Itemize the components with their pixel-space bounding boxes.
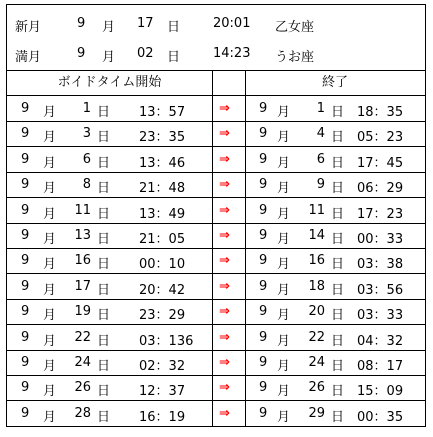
- start-day-unit: 日: [97, 410, 111, 425]
- new-moon-sign: 乙女座: [275, 20, 315, 35]
- end-day-unit: 日: [331, 359, 345, 374]
- arrow-icon: ⇒: [219, 253, 230, 268]
- end-day-unit: 日: [331, 105, 345, 120]
- start-month-unit: 月: [43, 384, 57, 399]
- start-month-unit: 月: [43, 410, 57, 425]
- start-month: 9: [21, 203, 30, 218]
- new-moon-month: 9: [77, 16, 86, 31]
- start-time: 23：29: [139, 308, 186, 323]
- end-month: 9: [259, 406, 268, 421]
- start-time: 21：05: [139, 232, 186, 247]
- end-month: 9: [259, 203, 268, 218]
- start-month-unit: 月: [43, 130, 57, 145]
- end-month-unit: 月: [277, 359, 291, 374]
- table-row: [7, 274, 425, 299]
- new-moon-day-unit: 日: [167, 20, 181, 35]
- end-day-unit: 日: [331, 283, 345, 298]
- table-row: [7, 172, 425, 197]
- start-month-unit: 月: [43, 156, 57, 171]
- end-time: 08：17: [357, 359, 404, 374]
- start-month: 9: [21, 253, 30, 268]
- start-day-unit: 日: [97, 359, 111, 374]
- end-header: 終了: [321, 75, 348, 90]
- end-day: 16: [308, 253, 325, 268]
- start-month: 9: [21, 304, 30, 319]
- start-day: 13: [74, 228, 91, 243]
- start-month: 9: [21, 101, 30, 116]
- start-day-unit: 日: [97, 181, 111, 196]
- start-month-unit: 月: [43, 105, 57, 120]
- arrow-icon: ⇒: [219, 152, 230, 167]
- full-moon-month: 9: [77, 46, 86, 61]
- end-day: 22: [308, 330, 325, 345]
- arrow-icon: ⇒: [219, 228, 230, 243]
- start-time: 20：42: [139, 283, 186, 298]
- start-month: 9: [21, 406, 30, 421]
- full-moon-day-unit: 日: [167, 50, 181, 65]
- start-day-unit: 日: [97, 156, 111, 171]
- end-month: 9: [259, 228, 268, 243]
- end-day: 6: [316, 152, 325, 167]
- start-day: 17: [74, 279, 91, 294]
- full-moon-sign: うお座: [275, 50, 315, 65]
- start-month-unit: 月: [43, 334, 57, 349]
- table-row: [7, 375, 425, 400]
- start-day: 22: [74, 330, 91, 345]
- table-row: [7, 248, 425, 273]
- table-row: [7, 198, 425, 223]
- end-month-unit: 月: [277, 283, 291, 298]
- end-time: 03：33: [357, 308, 404, 323]
- end-month-unit: 月: [277, 181, 291, 196]
- arrow-icon: ⇒: [219, 380, 230, 395]
- end-time: 05：23: [357, 130, 404, 145]
- arrow-icon: ⇒: [219, 101, 230, 116]
- end-time: 03：56: [357, 283, 404, 298]
- end-month: 9: [259, 304, 268, 319]
- end-day: 20: [308, 304, 325, 319]
- end-day-unit: 日: [331, 410, 345, 425]
- end-month-unit: 月: [277, 410, 291, 425]
- end-month-unit: 月: [277, 384, 291, 399]
- arrow-icon: ⇒: [219, 406, 230, 421]
- table-row: [7, 223, 425, 248]
- start-day-unit: 日: [97, 308, 111, 323]
- start-day: 16: [74, 253, 91, 268]
- start-day-unit: 日: [97, 334, 111, 349]
- start-time: 13：46: [139, 156, 186, 171]
- start-month-unit: 月: [43, 359, 57, 374]
- full-moon-month-unit: 月: [102, 50, 116, 65]
- start-month-unit: 月: [43, 283, 57, 298]
- new-moon-time: 20:01: [213, 16, 251, 31]
- start-month-unit: 月: [43, 181, 57, 196]
- start-month: 9: [21, 152, 30, 167]
- table-row: [7, 350, 425, 375]
- end-month-unit: 月: [277, 232, 291, 247]
- end-time: 03：38: [357, 257, 404, 272]
- end-month: 9: [259, 279, 268, 294]
- end-month-unit: 月: [277, 130, 291, 145]
- start-month: 9: [21, 228, 30, 243]
- start-day: 28: [74, 406, 91, 421]
- start-day-unit: 日: [97, 232, 111, 247]
- end-day: 14: [308, 228, 325, 243]
- table-row: [7, 325, 425, 350]
- end-day-unit: 日: [331, 308, 345, 323]
- end-month-unit: 月: [277, 308, 291, 323]
- arrow-icon: ⇒: [219, 279, 230, 294]
- end-day-unit: 日: [331, 181, 345, 196]
- end-month-unit: 月: [277, 257, 291, 272]
- end-time: 18：35: [357, 105, 404, 120]
- void-time-table: [6, 4, 426, 427]
- start-month: 9: [21, 380, 30, 395]
- start-time: 23：35: [139, 130, 186, 145]
- start-time: 13：57: [139, 105, 186, 120]
- table-row: [7, 401, 425, 426]
- start-day-unit: 日: [97, 283, 111, 298]
- start-month: 9: [21, 355, 30, 370]
- end-day-unit: 日: [331, 130, 345, 145]
- start-month-unit: 月: [43, 257, 57, 272]
- end-month-unit: 月: [277, 156, 291, 171]
- start-time: 03：136: [139, 334, 194, 349]
- end-day: 1: [316, 101, 325, 116]
- end-time: 00：33: [357, 232, 404, 247]
- start-day: 19: [74, 304, 91, 319]
- end-day-unit: 日: [331, 156, 345, 171]
- start-time: 13：49: [139, 207, 186, 222]
- start-month: 9: [21, 330, 30, 345]
- start-time: 12：37: [139, 384, 186, 399]
- table-row: [7, 121, 425, 146]
- end-day-unit: 日: [331, 232, 345, 247]
- end-month-unit: 月: [277, 105, 291, 120]
- end-month: 9: [259, 152, 268, 167]
- start-month: 9: [21, 126, 30, 141]
- start-day-unit: 日: [97, 207, 111, 222]
- end-day: 18: [308, 279, 325, 294]
- arrow-icon: ⇒: [219, 126, 230, 141]
- end-month: 9: [259, 330, 268, 345]
- end-day: 4: [316, 126, 325, 141]
- start-header: ボイドタイム開始: [57, 75, 162, 90]
- start-day: 3: [82, 126, 91, 141]
- arrow-icon: ⇒: [219, 203, 230, 218]
- end-month: 9: [259, 380, 268, 395]
- full-moon-label: 満月: [15, 50, 42, 65]
- start-day-unit: 日: [97, 130, 111, 145]
- table-row: [7, 299, 425, 324]
- end-time: 17：23: [357, 207, 404, 222]
- end-day-unit: 日: [331, 207, 345, 222]
- end-day: 9: [316, 177, 325, 192]
- start-day: 11: [74, 203, 91, 218]
- arrow-icon: ⇒: [219, 177, 230, 192]
- end-time: 06：29: [357, 181, 404, 196]
- end-month-unit: 月: [277, 334, 291, 349]
- start-month: 9: [21, 279, 30, 294]
- start-time: 21：48: [139, 181, 186, 196]
- end-month: 9: [259, 253, 268, 268]
- start-day-unit: 日: [97, 105, 111, 120]
- end-month: 9: [259, 101, 268, 116]
- end-time: 15：09: [357, 384, 404, 399]
- end-day: 26: [308, 380, 325, 395]
- end-day: 11: [308, 203, 325, 218]
- end-time: 00：35: [357, 410, 404, 425]
- start-month-unit: 月: [43, 308, 57, 323]
- full-moon-day: 02: [137, 46, 154, 61]
- end-day-unit: 日: [331, 257, 345, 272]
- table-row: [7, 147, 425, 172]
- end-day: 24: [308, 355, 325, 370]
- end-day-unit: 日: [331, 334, 345, 349]
- start-day: 24: [74, 355, 91, 370]
- arrow-icon: ⇒: [219, 355, 230, 370]
- new-moon-month-unit: 月: [102, 20, 116, 35]
- start-day-unit: 日: [97, 384, 111, 399]
- start-time: 02：32: [139, 359, 186, 374]
- start-month-unit: 月: [43, 207, 57, 222]
- end-month-unit: 月: [277, 207, 291, 222]
- table-row: [7, 96, 425, 121]
- end-month: 9: [259, 355, 268, 370]
- arrow-icon: ⇒: [219, 330, 230, 345]
- start-day-unit: 日: [97, 257, 111, 272]
- start-time: 00：10: [139, 257, 186, 272]
- start-day: 8: [82, 177, 91, 192]
- end-day-unit: 日: [331, 384, 345, 399]
- full-moon-time: 14:23: [213, 46, 251, 61]
- start-day: 26: [74, 380, 91, 395]
- full-moon-row: [7, 37, 425, 69]
- start-month-unit: 月: [43, 232, 57, 247]
- end-month: 9: [259, 126, 268, 141]
- end-day: 29: [308, 406, 325, 421]
- start-month: 9: [21, 177, 30, 192]
- start-time: 16：19: [139, 410, 186, 425]
- new-moon-label: 新月: [15, 20, 42, 35]
- start-day: 1: [82, 101, 91, 116]
- end-time: 17：45: [357, 156, 404, 171]
- new-moon-row: [7, 7, 425, 39]
- new-moon-day: 17: [137, 16, 154, 31]
- start-day: 6: [82, 152, 91, 167]
- end-month: 9: [259, 177, 268, 192]
- arrow-icon: ⇒: [219, 304, 230, 319]
- end-time: 04：32: [357, 334, 404, 349]
